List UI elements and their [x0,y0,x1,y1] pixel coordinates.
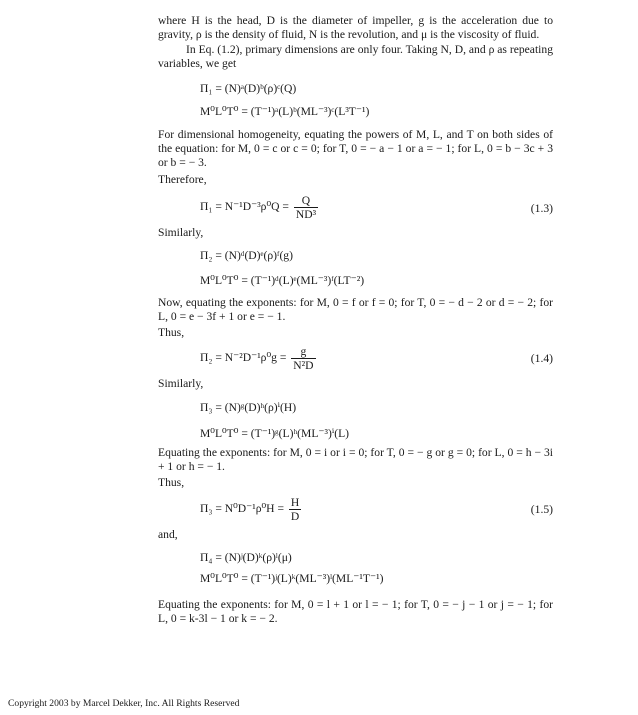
paragraph-definitions: where H is the head, D is the diameter of impeller, g is the acceleration due to gravity, ρ is the density of fluid, N is the revolution, and μ is the viscosity of fluid. [158,14,553,42]
equation-1-3-lhs: Π₁ = N⁻¹D⁻³ρ⁰Q = [200,200,289,214]
paragraph-exponents-pi4: Equating the exponents: for M, 0 = l + 1 or l = − 1; for T, 0 = − j − 1 or j = − 1; for L, 0 = k-3l − 1 or k = − 2. [158,598,553,626]
copyright-footer: Copyright 2003 by Marcel Dekker, Inc. All Rights Reserved [8,698,240,709]
equation-1-4 [200,345,316,372]
equation-number-1-5: (1.5) [530,503,553,516]
equation-1-3 [200,194,318,221]
paragraph-homogeneity: For dimensional homogeneity, equating the powers of M, L, and T on both sides of the equation: for M, 0 = c or c = 0; for T, 0 = − a − 1 or a = − 1; for L, 0 = b − 3c + 3 or b = − 3. [158,128,553,170]
paragraph-exponents-pi2: Now, equating the exponents: for M, 0 = f or f = 0; for T, 0 = − d − 2 or d = − 2; for L, 0 = e − 3f + 1 or e = − 1. [158,296,553,324]
equation-number-1-3: (1.3) [530,202,553,215]
equation-1-4-fraction [291,345,315,372]
equation-number-1-4: (1.4) [530,352,553,365]
label-thus-1: Thus, [158,326,185,339]
equation-pi3-definition: Π₃ = (N)ᵍ(D)ʰ(ρ)ⁱ(H) [200,401,297,414]
equation-1-3-denominator: ND³ [295,208,317,221]
equation-1-5-lhs: Π₃ = N⁰D⁻¹ρ⁰H = [200,502,284,516]
equation-pi2-definition: Π₂ = (N)ᵈ(D)ᵉ(ρ)ᶠ(g) [200,249,293,262]
equation-pi3-dimensions: M⁰L⁰T⁰ = (T⁻¹)ᵍ(L)ʰ(ML⁻³)ⁱ(L) [200,427,350,440]
equation-1-5-fraction [289,496,301,523]
equation-1-5-numerator: H [290,496,300,509]
paragraph-repeating-variables: In Eq. (1.2), primary dimensions are only four. Taking N, D, and ρ as repeating variables, we get [158,43,553,71]
equation-pi1-dimensions: M⁰L⁰T⁰ = (T⁻¹)ᵃ(L)ᵇ(ML⁻³)ᶜ(L³T⁻¹) [200,105,370,118]
label-therefore: Therefore, [158,173,207,186]
equation-1-5 [200,496,301,523]
paragraph-exponents-pi3: Equating the exponents: for M, 0 = i or i = 0; for T, 0 = − g or g = 0; for L, 0 = h − 3i + 1 or h = − 1. [158,446,553,474]
label-similarly-2: Similarly, [158,377,204,390]
equation-1-4-lhs: Π₂ = N⁻²D⁻¹ρ⁰g = [200,351,287,365]
label-thus-2: Thus, [158,476,185,489]
equation-1-4-denominator: N²D [293,359,314,372]
equation-pi4-definition: Π₄ = (N)ʲ(D)ᵏ(ρ)ˡ(μ) [200,551,292,564]
label-and: and, [158,528,178,541]
equation-1-4-numerator: g [291,345,315,359]
equation-pi4-dimensions: M⁰L⁰T⁰ = (T⁻¹)ʲ(L)ᵏ(ML⁻³)ˡ(ML⁻¹T⁻¹) [200,572,384,585]
equation-1-5-denominator: D [290,510,300,523]
label-similarly-1: Similarly, [158,226,204,239]
equation-1-3-fraction [294,194,318,221]
equation-pi1-definition: Π₁ = (N)ᵃ(D)ᵇ(ρ)ᶜ(Q) [200,82,297,95]
equation-pi2-dimensions: M⁰L⁰T⁰ = (T⁻¹)ᵈ(L)ᵉ(ML⁻³)ᶠ(LT⁻²) [200,274,365,287]
equation-1-3-numerator: Q [294,194,318,208]
